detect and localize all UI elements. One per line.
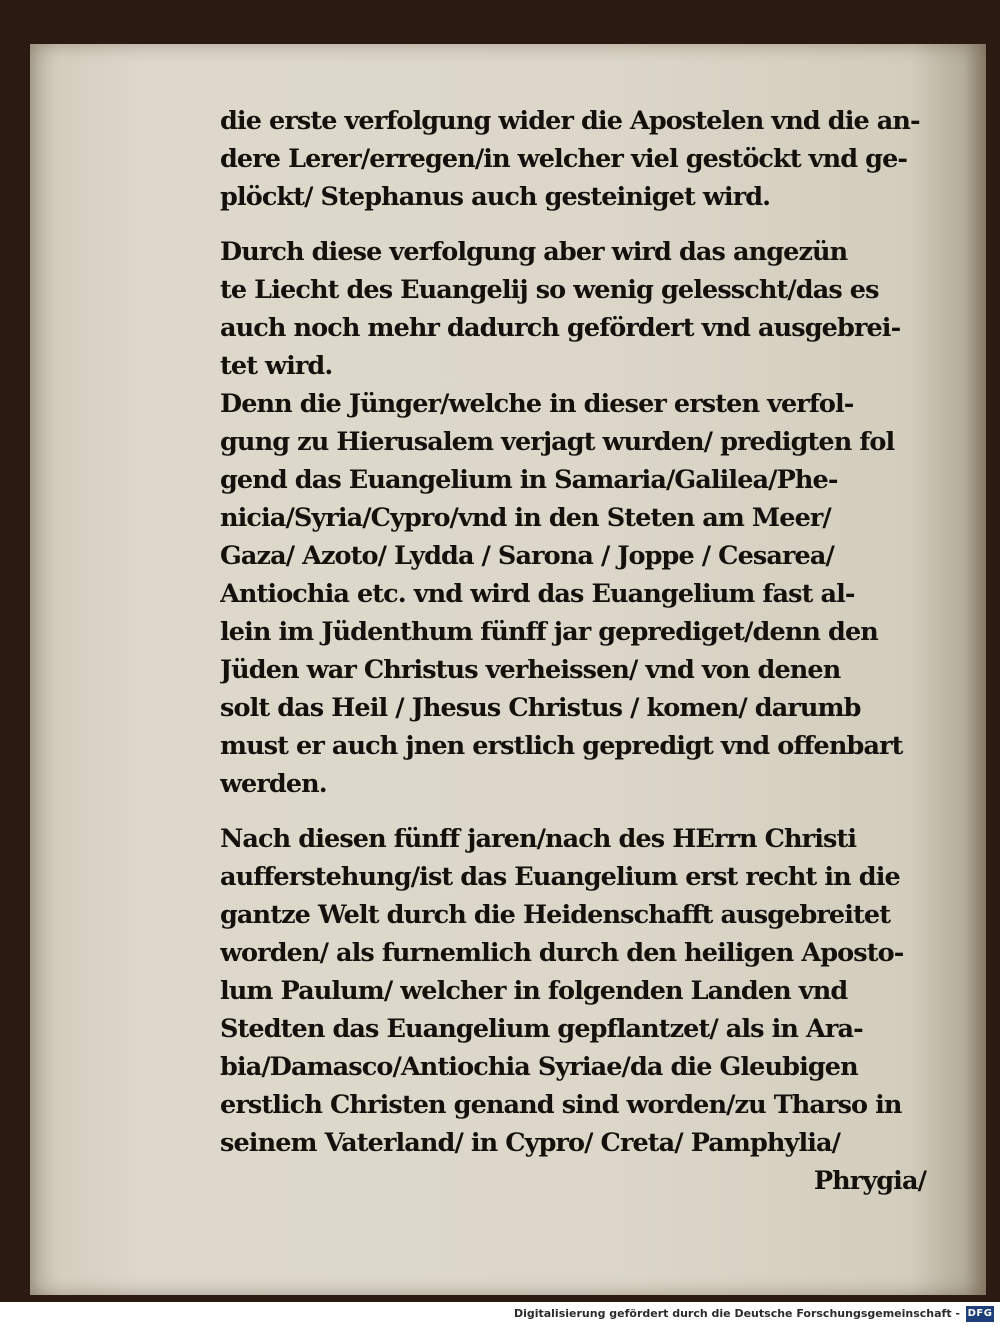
text-line: bia/Damasco/Antiochia Syriae/da die Gleubigen <box>220 1052 858 1082</box>
text-line: dere Lerer/erregen/in welcher viel gestöckt vnd ge- <box>220 144 908 174</box>
text-line: seinem Vaterland/ in Cypro/ Creta/ Pamphylia/ <box>220 1128 841 1158</box>
text-line: Jüden war Christus verheissen/ vnd von denen <box>220 655 841 685</box>
text-line: Nach diesen fünff jaren/nach des HErrn Christi <box>220 824 857 854</box>
text-line: die erste verfolgung wider die Apostelen vnd die an- <box>220 106 920 136</box>
text-line: te Liecht des Euangelij so wenig gelesscht/das es <box>220 275 879 305</box>
text-line: lum Paulum/ welcher in folgenden Landen vnd <box>220 976 848 1006</box>
text-line: nicia/Syria/Cypro/vnd in den Steten am Meer/ <box>220 503 831 533</box>
page-text <box>220 102 932 1200</box>
page-edge-shadow <box>964 44 986 1295</box>
paragraph-gap <box>220 216 932 233</box>
paragraph-gap <box>220 803 932 820</box>
catchword: Phrygia/ <box>813 1166 926 1196</box>
text-line: Antiochia etc. vnd wird das Euangelium fast al- <box>220 579 855 609</box>
text-line: plöckt/ Stephanus auch gesteiniget wird. <box>220 182 771 212</box>
text-line: auch noch mehr dadurch gefördert vnd ausgebrei- <box>220 313 901 343</box>
text-line: Stedten das Euangelium gepflantzet/ als in Ara- <box>220 1014 863 1044</box>
text-line: solt das Heil / Jhesus Christus / komen/ darumb <box>220 693 861 723</box>
text-line: gend das Euangelium in Samaria/Galilea/Phe- <box>220 465 838 495</box>
text-line: Durch diese verfolgung aber wird das angezün <box>220 237 848 267</box>
dfg-logo[interactable]: DFG <box>966 1306 994 1322</box>
footer-bar <box>0 1302 1000 1327</box>
text-line: erstlich Christen genand sind worden/zu Tharso in <box>220 1090 902 1120</box>
text-line: lein im Jüdenthum fünff jar geprediget/denn den <box>220 617 878 647</box>
text-line: Gaza/ Azoto/ Lydda / Sarona / Joppe / Cesarea/ <box>220 541 834 571</box>
text-line: must er auch jnen erstlich gepredigt vnd offenbart <box>220 731 903 761</box>
text-line: werden. <box>220 769 327 799</box>
text-line: aufferstehung/ist das Euangelium erst recht in die <box>220 862 900 892</box>
book-page <box>30 44 986 1295</box>
funding-credit: Digitalisierung gefördert durch die Deutsche Forschungsgemeinschaft - <box>513 1307 960 1320</box>
text-line: gung zu Hierusalem verjagt wurden/ predigten fol <box>220 427 895 457</box>
text-line: gantze Welt durch die Heidenschafft ausgebreitet <box>220 900 891 930</box>
text-line: tet wird. <box>220 351 333 381</box>
text-line: Denn die Jünger/welche in dieser ersten verfol- <box>220 389 854 419</box>
text-line: worden/ als furnemlich durch den heiligen Aposto- <box>220 938 904 968</box>
